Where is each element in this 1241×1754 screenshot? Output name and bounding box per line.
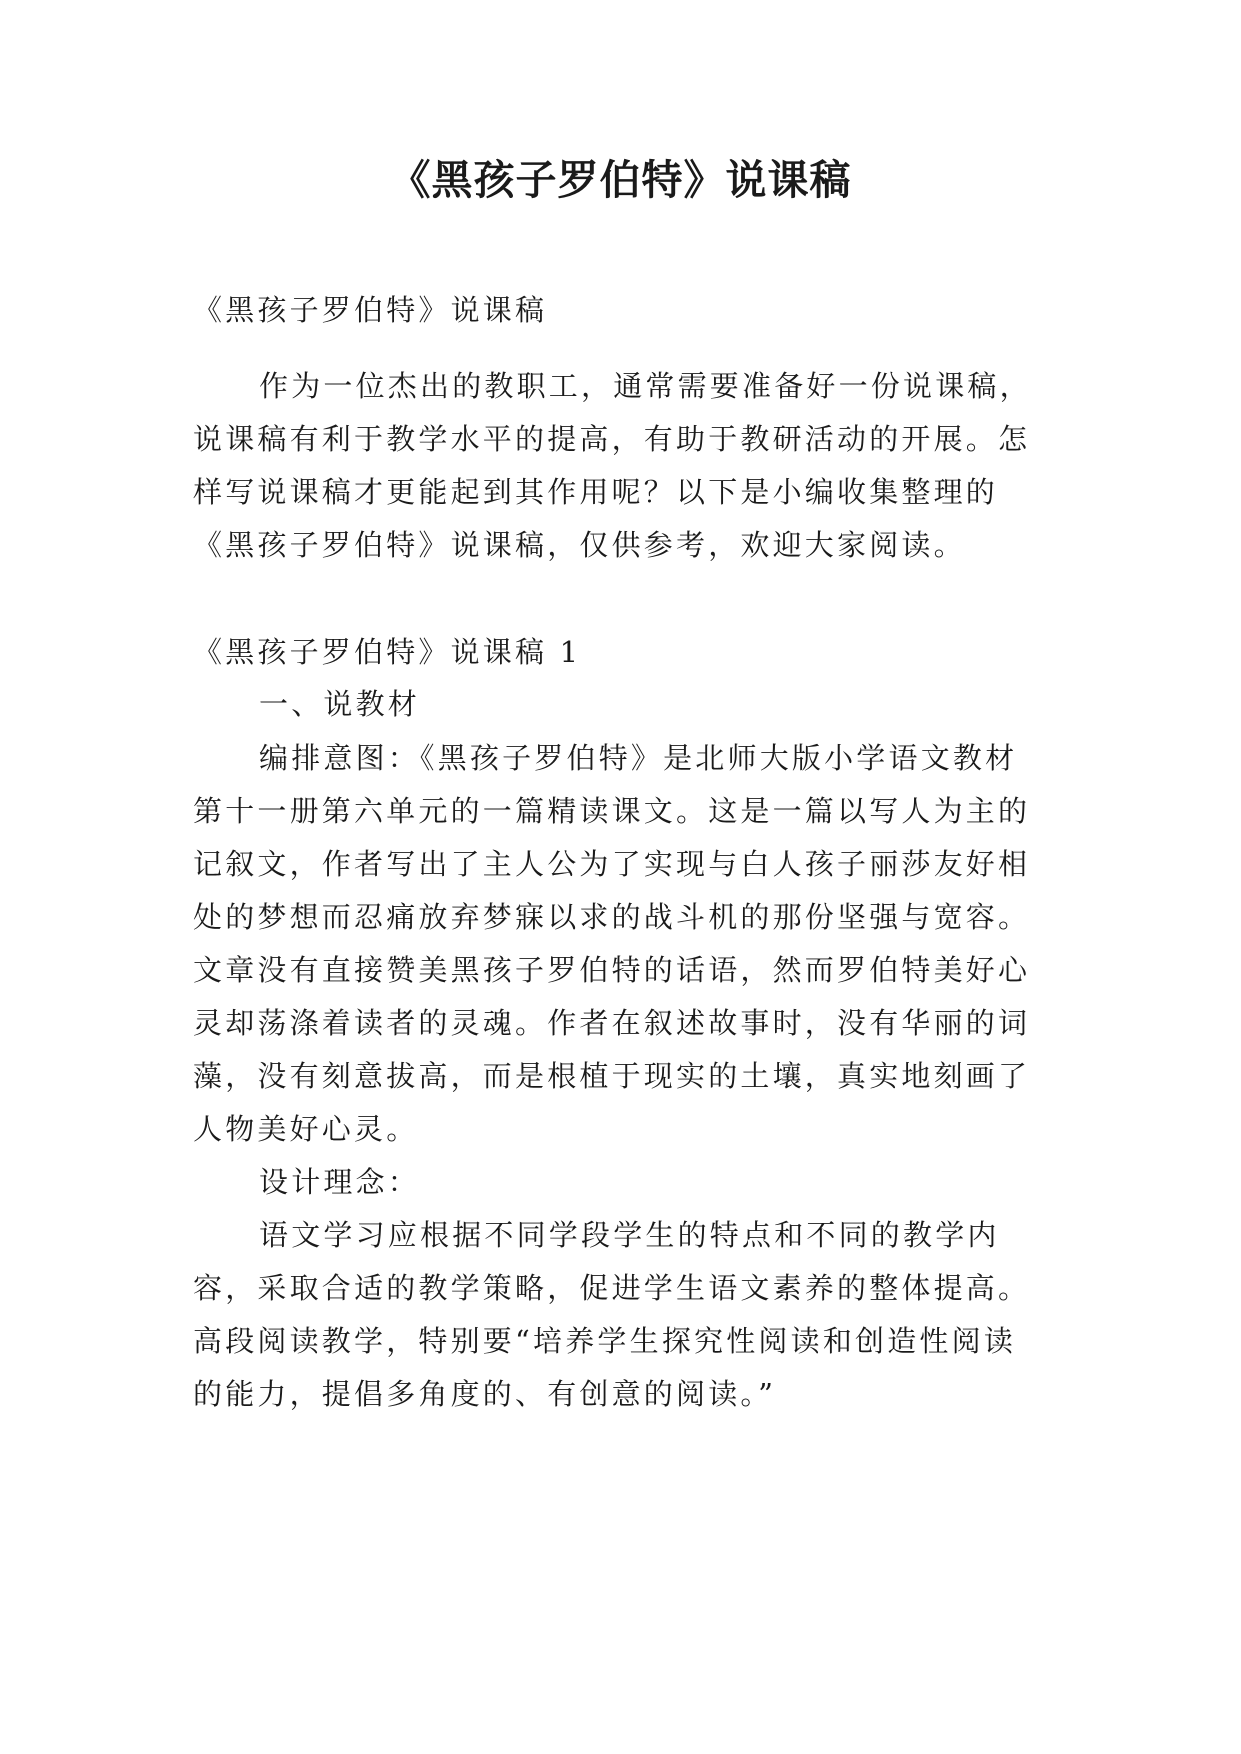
document-title: 《黑孩子罗伯特》说课稿 (389, 156, 852, 204)
intro-line: 作为一位杰出的教职工，通常需要准备好一份说课稿， (259, 369, 1032, 403)
paragraph-line: 容，采取合适的教学策略，促进学生语文素养的整体提高。 (193, 1271, 1031, 1305)
paragraph-line: 灵却荡涤着读者的灵魂。作者在叙述故事时，没有华丽的词 (193, 1006, 1031, 1040)
paragraph-line: 的能力，提倡多角度的、有创意的阅读。” (193, 1377, 777, 1411)
intro-line: 样写说课稿才更能起到其作用呢？以下是小编收集整理的 (193, 475, 999, 509)
paragraph-line: 记叙文，作者写出了主人公为了实现与白人孩子丽莎友好相 (193, 847, 1031, 881)
intro-line: 说课稿有利于教学水平的提高，有助于教研活动的开展。怎 (193, 422, 1031, 456)
heading-design-concept: 设计理念： (259, 1165, 421, 1199)
paragraph-line: 编排意图：《黑孩子罗伯特》是北师大版小学语文教材 (259, 741, 1018, 775)
paragraph-line: 高段阅读教学，特别要“培养学生探究性阅读和创造性阅读 (193, 1324, 1017, 1358)
intro-line: 《黑孩子罗伯特》说课稿，仅供参考，欢迎大家阅读。 (193, 528, 966, 562)
paragraph-line: 第十一册第六单元的一篇精读课文。这是一篇以写人为主的 (193, 794, 1031, 828)
paragraph-line: 语文学习应根据不同学段学生的特点和不同的教学内 (259, 1218, 1000, 1252)
document-subtitle: 《黑孩子罗伯特》说课稿 (193, 293, 548, 327)
paragraph-line: 处的梦想而忍痛放弃梦寐以求的战斗机的那份坚强与宽容。 (193, 900, 1031, 934)
paragraph-line: 人物美好心灵。 (193, 1112, 419, 1146)
section-title: 《黑孩子罗伯特》说课稿 1 (193, 635, 582, 669)
heading-teaching-material: 一、说教材 (259, 687, 421, 721)
paragraph-line: 文章没有直接赞美黑孩子罗伯特的话语，然而罗伯特美好心 (193, 953, 1031, 987)
paragraph-line: 藻，没有刻意拔高，而是根植于现实的土壤，真实地刻画了 (193, 1059, 1031, 1093)
